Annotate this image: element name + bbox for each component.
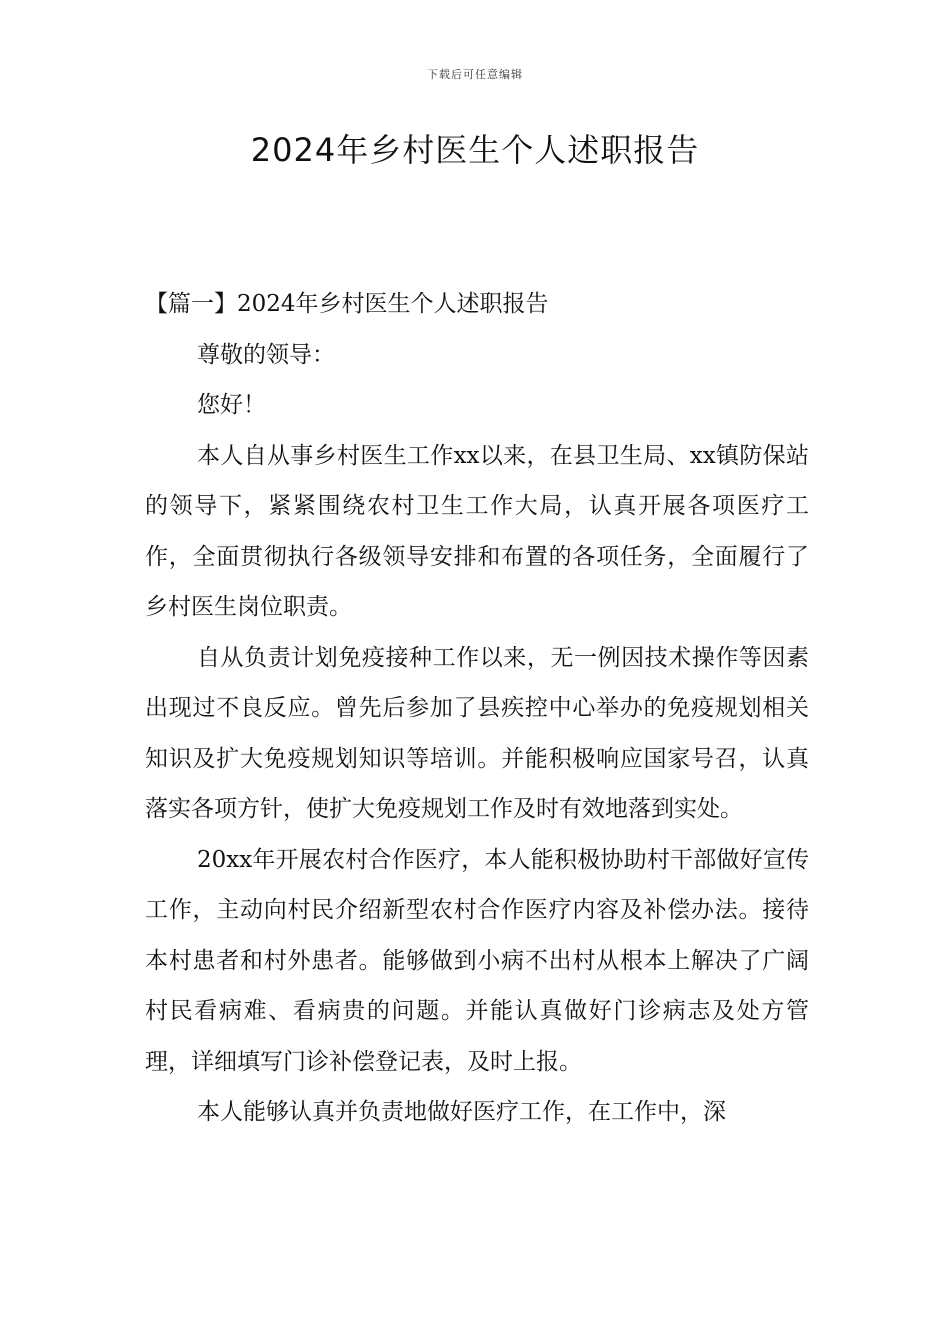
document-body (145, 279, 809, 1138)
paragraph: 自从负责计划免疫接种工作以来，无一例因技术操作等因素出现过不良反应。曾先后参加了县疾控中心举办的免疫规划相关知识及扩大免疫规划知识等培训。并能积极响应国家号召，认真落实各项方针，使扩大免疫规划工作及时有效地落到实处。 (145, 644, 809, 822)
section-heading: 【篇一】2024年乡村医生个人述职报告 (145, 291, 549, 317)
salutation: 尊敬的领导： (197, 341, 335, 368)
greeting: 您好！ (197, 392, 266, 418)
paragraph: 本人自从事乡村医生工作xx以来，在县卫生局、xx镇防保站的领导下，紧紧围绕农村卫生工作大局，认真开展各项医疗工作，全面贯彻执行各级领导安排和布置的各项任务，全面履行了乡村医生岗位职责。 (145, 442, 809, 620)
document-title: 2024年乡村医生个人述职报告 (250, 131, 700, 169)
header-note: 下载后可任意编辑 (427, 68, 523, 81)
paragraph: 本人能够认真并负责地做好医疗工作，在工作中，深 (197, 1099, 726, 1125)
paragraph: 20xx年开展农村合作医疗，本人能积极协助村干部做好宣传工作，主动向村民介绍新型农村合作医疗内容及补偿办法。接待本村患者和村外患者。能够做到小病不出村从根本上解决了广阔村民看病难、看病贵的问题。并能认真做好门诊病志及处方管理，详细填写门诊补偿登记表，及时上报。 (145, 846, 809, 1075)
